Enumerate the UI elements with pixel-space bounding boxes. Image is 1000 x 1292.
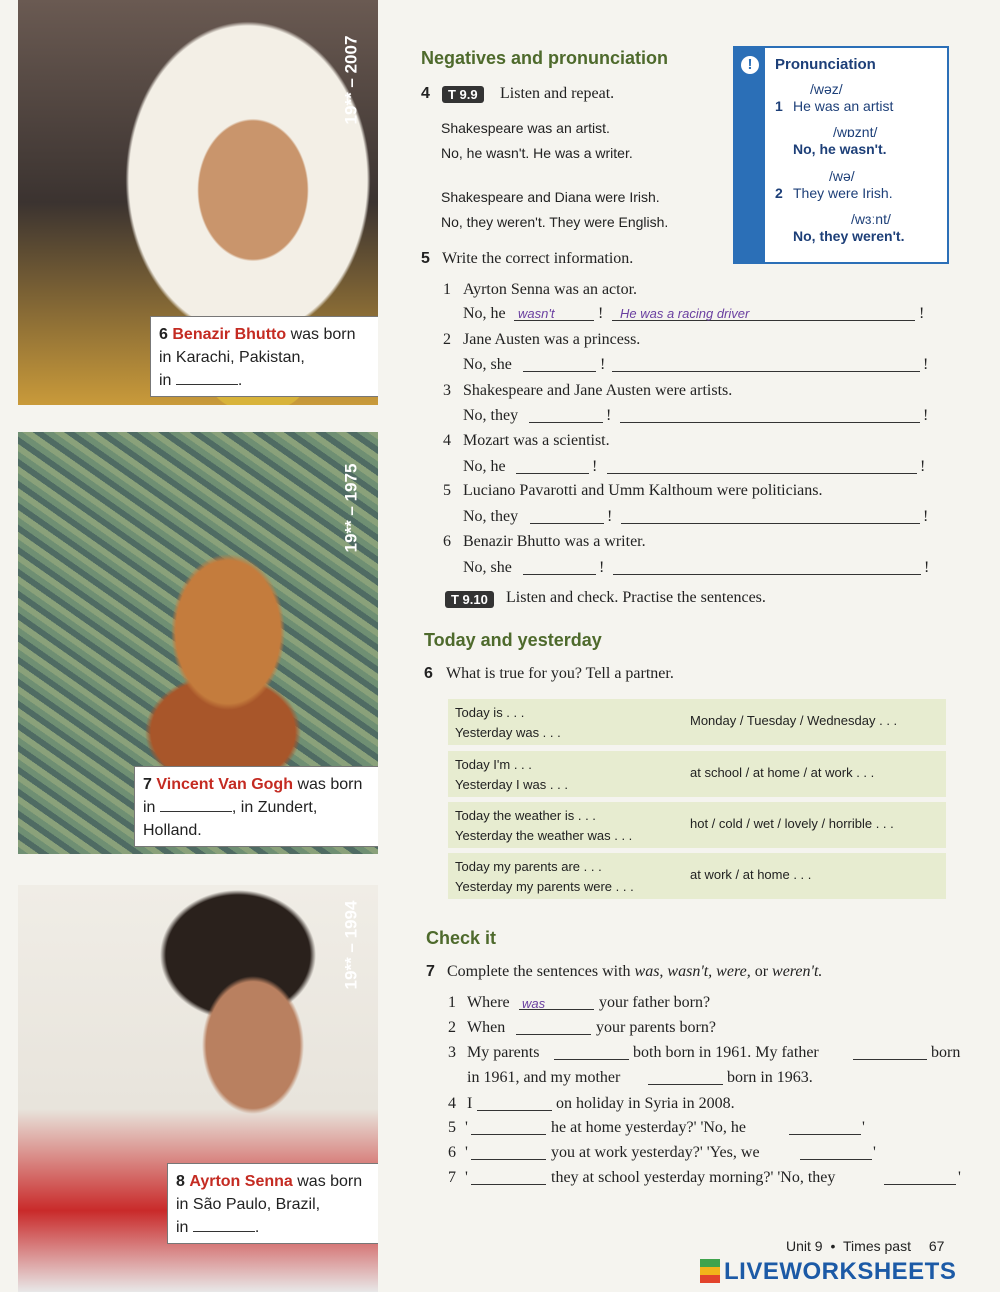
person-name: Vincent Van Gogh [156, 776, 293, 793]
page-number: 67 [928, 1238, 945, 1254]
caption-text: , in Zundert, [231, 799, 318, 816]
answer-blank-1[interactable] [516, 459, 589, 474]
item-text: in 1961, and my mother [467, 1069, 621, 1086]
instruction-text: Complete the sentences with [447, 963, 635, 980]
footer-unit [786, 1238, 944, 1254]
liveworksheets-logo[interactable] [700, 1258, 956, 1286]
example-sentence: Shakespeare and Diana were Irish. [441, 189, 660, 205]
item-number: 5 [443, 482, 451, 499]
phonetic: /wə/ [829, 168, 855, 184]
caption-text: was born [290, 326, 356, 343]
item-question: Shakespeare and Jane Austen were artists. [463, 382, 733, 399]
exercise-number: 4 [421, 85, 430, 102]
exclamation-mark: ! [607, 508, 613, 525]
pronunciation-bar [735, 48, 765, 262]
item-number: 2 [448, 1019, 456, 1036]
caption-text: Holland. [143, 822, 202, 839]
answer-blank[interactable] [789, 1120, 861, 1135]
close-quote: ' [958, 1169, 961, 1186]
item-question: Luciano Pavarotti and Umm Kalthoum were politicians. [463, 482, 823, 499]
phonetic: /wɜːnt/ [851, 211, 891, 227]
item-text: you at work yesterday?' 'Yes, we [551, 1144, 760, 1161]
audio-track-tag[interactable]: T 9.10 [445, 591, 494, 608]
example-sentence: No, he wasn't. He was a writer. [441, 145, 633, 161]
exclamation-mark: ! [923, 508, 929, 525]
filled-answer: was [522, 996, 546, 1011]
pron-number: 1 [775, 98, 783, 114]
birth-year-blank[interactable] [193, 1217, 255, 1232]
caption-text: was born [297, 1173, 363, 1190]
item-text: your parents born? [596, 1019, 716, 1036]
item-prefix: No, she [463, 559, 512, 576]
filled-answer: He was a racing driver [620, 306, 750, 321]
item-number: 6 [443, 533, 451, 550]
pron-sentence: He was an artist [793, 98, 894, 114]
caption-number: 8 [176, 1173, 185, 1190]
options-text: hot / cold / wet / lovely / horrible . . . [690, 816, 894, 831]
caption-number: 7 [143, 776, 152, 793]
item-number: 6 [448, 1144, 456, 1161]
answer-blank[interactable] [471, 1170, 546, 1185]
answer-blank[interactable] [554, 1045, 629, 1060]
answer-blank-2[interactable] [621, 509, 920, 524]
item-number: 3 [443, 382, 451, 399]
answer-blank-1[interactable] [523, 357, 596, 372]
exercise-number: 6 [424, 665, 433, 682]
phonetic: /wəz/ [810, 81, 843, 97]
years-label: 19** – 1975 [341, 463, 361, 553]
answer-blank-2[interactable] [612, 357, 920, 372]
close-quote: ' [862, 1119, 865, 1136]
answer-blank[interactable] [471, 1145, 546, 1160]
answer-blank[interactable] [648, 1070, 723, 1085]
item-text: born [931, 1044, 961, 1061]
photo-ayrton-senna [18, 885, 378, 1292]
example-sentence: Shakespeare was an artist. [441, 120, 610, 136]
caption-text: in Karachi, Pakistan, [159, 349, 305, 366]
item-question: Mozart was a scientist. [463, 432, 610, 449]
table-row [448, 751, 946, 797]
answer-blank[interactable] [884, 1170, 956, 1185]
example-sentence: No, they weren't. They were English. [441, 214, 669, 230]
item-text: on holiday in Syria in 2008. [556, 1095, 735, 1112]
exclamation-mark: ! [599, 559, 605, 576]
prompt-today: Today the weather is . . . [455, 808, 596, 823]
answer-blank-2[interactable] [607, 459, 917, 474]
phonetic: /wɒznt/ [833, 124, 878, 140]
prompt-yesterday: Yesterday I was . . . [455, 777, 568, 792]
pronunciation-box [733, 46, 949, 264]
filled-answer: wasn't [518, 306, 555, 321]
item-prefix: No, he [463, 305, 506, 322]
caption-text: in [176, 1219, 189, 1236]
item-text: he at home yesterday?' 'No, he [551, 1119, 747, 1136]
audio-track-tag[interactable]: T 9.9 [442, 86, 484, 103]
exclamation-mark: ! [920, 458, 926, 475]
item-text: When [467, 1019, 506, 1036]
photo-benazir-bhutto [18, 0, 378, 405]
answer-blank-1[interactable] [523, 560, 596, 575]
exclamation-mark: ! [598, 305, 604, 322]
prompt-yesterday: Yesterday the weather was . . . [455, 828, 633, 843]
item-question: Jane Austen was a princess. [463, 331, 641, 348]
item-number: 5 [448, 1119, 456, 1136]
table-row [448, 853, 946, 899]
logo-text: LIVEWORKSHEETS [724, 1258, 957, 1285]
photo-vincent-van-gogh [18, 432, 378, 854]
item-number: 1 [448, 994, 456, 1011]
section-heading-check-it: Check it [426, 928, 497, 948]
caption-text: in [159, 372, 172, 389]
pron-sentence: No, they weren't. [793, 228, 905, 244]
item-prefix: No, they [463, 508, 519, 525]
photo-caption [134, 766, 378, 847]
photo-caption [150, 316, 378, 397]
prompt-today: Today I'm . . . [455, 757, 532, 772]
pronunciation-title: Pronunciation [775, 56, 876, 73]
exclamation-mark: ! [606, 407, 612, 424]
caption-number: 6 [159, 326, 168, 343]
open-quote: ' [465, 1169, 468, 1186]
answer-blank[interactable] [471, 1120, 546, 1135]
separator: • [830, 1238, 836, 1254]
options-text: at school / at home / at work . . . [690, 765, 875, 780]
caption-text: was born [297, 776, 363, 793]
person-name: Benazir Bhutto [172, 326, 287, 343]
unit-title: Times past [843, 1238, 911, 1254]
item-text: your father born? [599, 994, 711, 1011]
exclamation-mark: ! [600, 356, 606, 373]
table-row [448, 699, 946, 745]
listen-check-instruction: Listen and check. Practise the sentences. [506, 589, 766, 606]
item-number: 7 [448, 1169, 456, 1186]
answer-blank-2[interactable] [620, 408, 920, 423]
birth-year-blank[interactable] [160, 797, 232, 812]
caption-text: . [237, 372, 243, 389]
section-heading-negatives: Negatives and pronunciation [421, 48, 669, 68]
item-text: My parents [467, 1044, 540, 1061]
item-number: 4 [443, 432, 451, 449]
answer-blank[interactable] [800, 1145, 872, 1160]
item-prefix: No, he [463, 458, 506, 475]
logo-icon [700, 1259, 720, 1283]
item-question: Benazir Bhutto was a writer. [463, 533, 646, 550]
open-quote: ' [465, 1144, 468, 1161]
exercise-instruction: Write the correct information. [442, 250, 634, 267]
close-quote: ' [873, 1144, 876, 1161]
exclamation-icon: ! [741, 56, 759, 74]
item-text: I [467, 1095, 473, 1112]
years-label: 19** – 1994 [341, 900, 361, 990]
answer-blank-1[interactable] [529, 408, 603, 423]
item-text: Where [467, 994, 510, 1011]
word-list: weren't. [772, 963, 823, 980]
years-label: 19** – 2007 [341, 35, 361, 125]
item-number: 2 [443, 331, 451, 348]
item-number: 4 [448, 1095, 456, 1112]
caption-text: in [143, 799, 156, 816]
birth-year-blank[interactable] [176, 370, 238, 385]
exercise-instruction: What is true for you? Tell a partner. [446, 665, 674, 682]
caption-text: . [254, 1219, 260, 1236]
exercise-instruction: Listen and repeat. [500, 85, 615, 102]
person-name: Ayrton Senna [189, 1173, 293, 1190]
instruction-text: or [750, 963, 773, 980]
unit-label: Unit 9 [786, 1238, 823, 1254]
caption-text: in São Paulo, Brazil, [176, 1196, 321, 1213]
prompt-yesterday: Yesterday my parents were . . . [455, 879, 634, 894]
exclamation-mark: ! [923, 356, 929, 373]
answer-blank[interactable] [516, 1020, 591, 1035]
item-number: 1 [443, 281, 451, 298]
pron-sentence: They were Irish. [793, 185, 893, 201]
item-text: born in 1963. [727, 1069, 813, 1086]
photo-caption [167, 1163, 378, 1244]
exclamation-mark: ! [919, 305, 925, 322]
open-quote: ' [465, 1119, 468, 1136]
item-prefix: No, she [463, 356, 512, 373]
answer-blank-1[interactable] [530, 509, 604, 524]
answer-blank-2[interactable] [613, 560, 921, 575]
exercise-number: 5 [421, 250, 430, 267]
answer-blank[interactable] [477, 1096, 552, 1111]
options-text: at work / at home . . . [690, 867, 812, 882]
prompt-today: Today my parents are . . . [455, 859, 602, 874]
exclamation-mark: ! [592, 458, 598, 475]
section-heading-today-yesterday: Today and yesterday [424, 630, 602, 650]
pron-sentence: No, he wasn't. [793, 141, 887, 157]
answer-blank[interactable] [853, 1045, 927, 1060]
exercise-instruction [447, 963, 822, 981]
item-text: both born in 1961. My father [633, 1044, 819, 1061]
exclamation-mark: ! [924, 559, 930, 576]
prompt-today: Today is . . . [455, 705, 525, 720]
options-text: Monday / Tuesday / Wednesday . . . [690, 713, 898, 728]
prompt-yesterday: Yesterday was . . . [455, 725, 561, 740]
item-question: Ayrton Senna was an actor. [463, 281, 638, 298]
pron-number: 2 [775, 185, 783, 201]
word-list: was, wasn't, were, [634, 963, 751, 980]
item-prefix: No, they [463, 407, 519, 424]
item-number: 3 [448, 1044, 456, 1061]
exercise-number: 7 [426, 963, 435, 980]
item-text: they at school yesterday morning?' 'No, they [551, 1169, 836, 1186]
exclamation-mark: ! [923, 407, 929, 424]
table-row [448, 802, 946, 848]
